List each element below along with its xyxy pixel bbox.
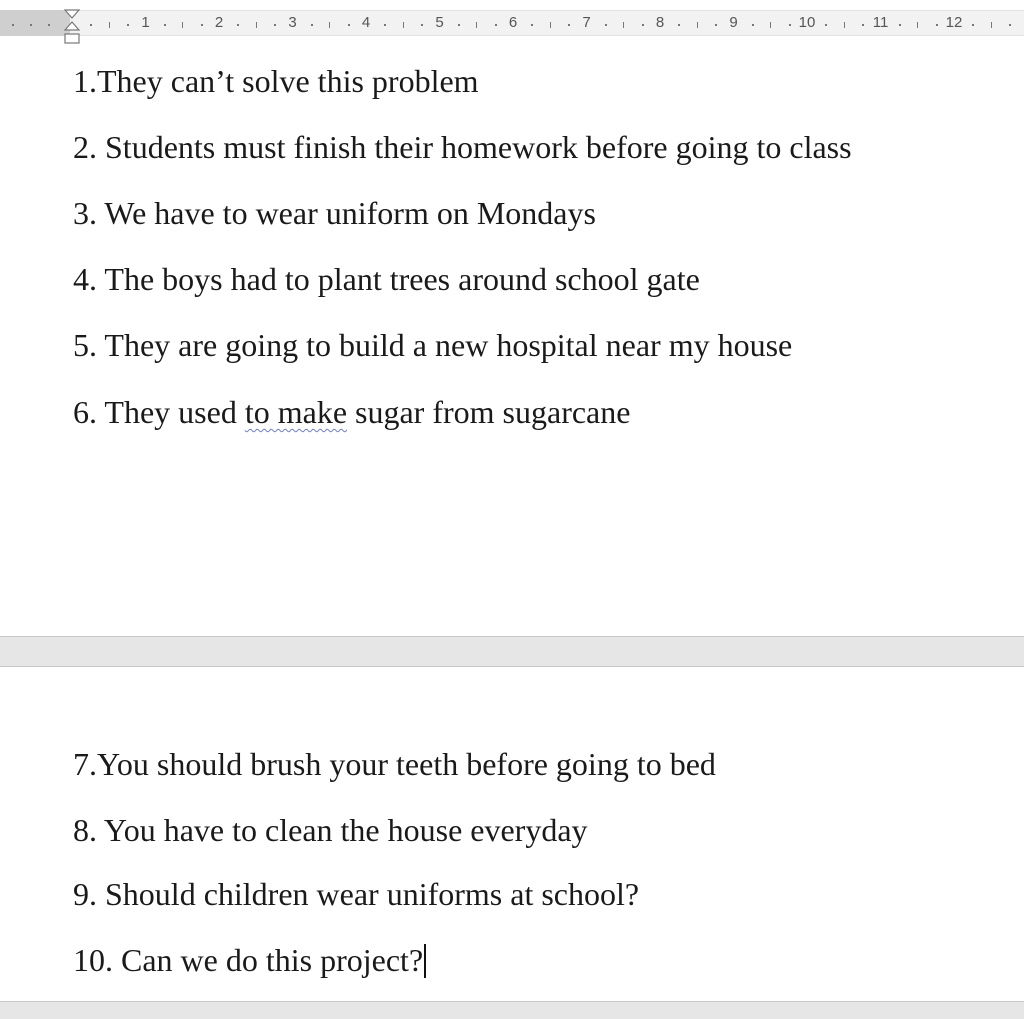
ruler-tick: [12, 24, 14, 26]
ruler-tick: [844, 22, 845, 28]
ruler-tick: [605, 24, 607, 26]
ruler-tick: [550, 22, 551, 28]
ruler-tick: [164, 24, 166, 26]
list-item: 1.They can’t solve this problem: [73, 63, 479, 99]
list-item-text: sugar from sugarcane: [347, 394, 631, 430]
ruler-tick: [127, 24, 129, 26]
ruler-tick: [752, 24, 754, 26]
ruler-number: 2: [214, 14, 224, 31]
list-item: 5. They are going to build a new hospital near my house: [73, 327, 793, 363]
text-cursor: [424, 944, 426, 978]
ruler-number: 10: [798, 14, 816, 31]
document-page-1[interactable]: [0, 44, 1024, 637]
list-item: [73, 393, 630, 431]
ruler-tick: [789, 24, 791, 26]
ruler-tick: [825, 24, 827, 26]
ruler-number: 9: [729, 14, 738, 31]
ruler-tick: [329, 22, 330, 28]
list-item: 3. We have to wear uniform on Mondays: [73, 195, 596, 231]
indent-marker-icon[interactable]: [63, 6, 81, 46]
ruler-tick: [917, 22, 918, 28]
ruler-number: 11: [872, 14, 889, 31]
ruler-tick: [256, 22, 257, 28]
ruler-tick: [476, 22, 477, 28]
ruler-number: 6: [508, 14, 518, 31]
ruler-tick: [642, 24, 644, 26]
list-item: [73, 941, 426, 979]
ruler-tick: [201, 24, 203, 26]
ruler-tick: [623, 22, 624, 28]
ruler-tick: [109, 22, 110, 28]
ruler-tick: [403, 22, 404, 28]
ruler-tick: [697, 22, 698, 28]
ruler-tick: [30, 24, 32, 26]
list-item: 7.You should brush your teeth before going to bed: [73, 746, 716, 782]
grammar-check-marked-text[interactable]: to make: [244, 394, 348, 430]
list-item: 9. Should children wear uniforms at school?: [73, 876, 640, 912]
ruler-tick: [531, 24, 533, 26]
horizontal-ruler[interactable]: [0, 0, 1024, 44]
ruler-tick: [899, 24, 901, 26]
list-item-text: 10. Can we do this project?: [73, 942, 424, 978]
ruler-tick: [182, 22, 183, 28]
ruler-tick: [48, 24, 50, 26]
ruler-tick: [991, 22, 992, 28]
list-item-text: 6. They used: [73, 394, 245, 430]
ruler-number: 12: [945, 14, 963, 31]
ruler-tick: [770, 22, 771, 28]
ruler-tick: [458, 24, 460, 26]
ruler-tick: [348, 24, 350, 26]
ruler-tick: [237, 24, 239, 26]
ruler-tick: [274, 24, 276, 26]
ruler-tick: [862, 24, 864, 26]
ruler-tick: [1009, 24, 1011, 26]
ruler-tick: [421, 24, 423, 26]
list-item: 2. Students must finish their homework before going to class: [73, 129, 852, 165]
ruler-tick: [715, 24, 717, 26]
list-item: 8. You have to clean the house everyday: [73, 812, 588, 848]
ruler-tick: [495, 24, 497, 26]
document-page-2[interactable]: [0, 666, 1024, 1002]
ruler-number: 1: [141, 14, 150, 31]
ruler-tick: [90, 24, 92, 26]
ruler-number: 4: [361, 14, 371, 31]
ruler-number: 3: [288, 14, 297, 31]
ruler-tick: [384, 24, 386, 26]
ruler-number: 5: [435, 14, 444, 31]
ruler-tick: [936, 24, 938, 26]
ruler-tick: [568, 24, 570, 26]
ruler-tick: [678, 24, 680, 26]
ruler-number: 7: [582, 14, 591, 31]
ruler-tick: [972, 24, 974, 26]
list-item: 4. The boys had to plant trees around school gate: [73, 261, 700, 297]
ruler-left-margin: [0, 10, 70, 36]
ruler-number: 8: [655, 14, 665, 31]
ruler-tick: [311, 24, 313, 26]
